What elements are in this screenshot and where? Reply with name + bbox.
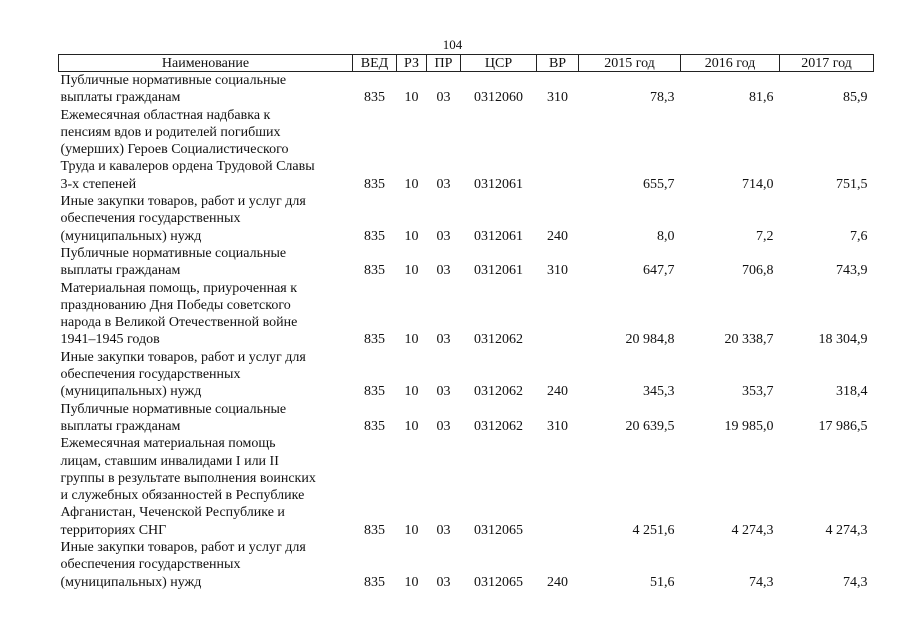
cell-name-line: Иные закупки товаров, работ и услуг для — [60, 194, 306, 210]
cell-csr: 0312062 — [474, 332, 523, 348]
cell-name-line: 3-х степеней — [60, 176, 137, 192]
cell-pr: 03 — [436, 228, 451, 244]
cell-name-line: выплаты гражданам — [60, 263, 181, 279]
cell-vr: 310 — [547, 418, 568, 434]
cell-2016: 19 985,0 — [724, 418, 774, 434]
cell-2016: 74,3 — [749, 574, 774, 590]
cell-pr: 03 — [436, 263, 451, 279]
table-row — [59, 539, 874, 591]
header-name: Наименование — [59, 55, 353, 72]
cell-pr: 03 — [436, 384, 451, 400]
table-row — [59, 435, 874, 539]
cell-pr: 03 — [436, 418, 451, 434]
header-2015: 2015 год — [579, 55, 681, 72]
cell-name-line: (умерших) Героев Социалистического — [60, 142, 289, 158]
table-row — [59, 245, 874, 280]
cell-rz: 10 — [404, 332, 419, 348]
cell-2015: 20 984,8 — [625, 332, 675, 348]
cell-name-line: (муниципальных) нужд — [60, 574, 202, 590]
cell-name-line: и служебных обязанностей в Республике — [60, 488, 305, 504]
table-header-row — [59, 55, 874, 72]
cell-csr: 0312062 — [474, 418, 523, 434]
cell-name-line: Ежемесячная материальная помощь — [60, 436, 276, 452]
cell-name-line: Публичные нормативные социальные — [60, 73, 287, 88]
cell-ved: 835 — [364, 574, 385, 590]
cell-rz: 10 — [404, 263, 419, 279]
cell-vr: 310 — [547, 90, 568, 106]
cell-name — [59, 435, 353, 539]
cell-name-line: пенсиям вдов и родителей погибших — [60, 124, 281, 140]
cell-ved: 835 — [364, 522, 385, 538]
cell-vr: 240 — [547, 228, 568, 244]
table-row — [59, 107, 874, 193]
cell-name-line: Материальная помощь, приуроченная к — [60, 280, 298, 296]
cell-2017: 74,3 — [843, 574, 868, 590]
cell-rz: 10 — [404, 574, 419, 590]
cell-name — [59, 193, 353, 245]
page-number: 104 — [442, 37, 463, 52]
cell-vr — [537, 280, 579, 349]
table-row — [59, 193, 874, 245]
table-row — [59, 401, 874, 436]
cell-name-line: народа в Великой Отечественной войне — [60, 315, 298, 331]
cell-name-line: лицам, ставшим инвалидами I или II — [60, 453, 279, 469]
cell-name-line: Иные закупки товаров, работ и услуг для — [60, 540, 306, 556]
cell-vr: 240 — [547, 384, 568, 400]
cell-2015: 78,3 — [650, 90, 675, 106]
header-pr: ПР — [427, 55, 461, 72]
cell-2015: 655,7 — [643, 176, 675, 192]
table-body — [59, 72, 874, 591]
cell-csr: 0312061 — [474, 263, 523, 279]
cell-name-line: группы в результате выполнения воинских — [60, 470, 316, 486]
header-ved: ВЕД — [353, 55, 397, 72]
cell-name-line: выплаты гражданам — [60, 418, 181, 434]
cell-2016: 706,8 — [742, 263, 774, 279]
cell-vr — [537, 107, 579, 193]
table-row — [59, 72, 874, 107]
cell-rz: 10 — [404, 522, 419, 538]
cell-name — [59, 539, 353, 591]
cell-2017: 7,6 — [850, 228, 868, 244]
cell-pr: 03 — [436, 90, 451, 106]
cell-2015: 20 639,5 — [625, 418, 675, 434]
cell-2016: 7,2 — [756, 228, 774, 244]
cell-2017: 751,5 — [836, 176, 868, 192]
cell-2017: 85,9 — [843, 90, 868, 106]
cell-name — [59, 349, 353, 401]
cell-rz: 10 — [404, 228, 419, 244]
cell-name-line: (муниципальных) нужд — [60, 384, 202, 400]
cell-2015: 51,6 — [650, 574, 675, 590]
cell-ved: 835 — [364, 263, 385, 279]
budget-table — [58, 54, 874, 591]
table-row — [59, 349, 874, 401]
header-2017: 2017 год — [780, 55, 874, 72]
cell-2016: 4 274,3 — [731, 522, 774, 538]
cell-ved: 835 — [364, 228, 385, 244]
cell-name — [59, 280, 353, 349]
cell-2016: 81,6 — [749, 90, 774, 106]
cell-name — [59, 72, 353, 107]
cell-pr: 03 — [436, 574, 451, 590]
cell-name — [59, 401, 353, 436]
cell-2016: 353,7 — [742, 384, 774, 400]
cell-name — [59, 245, 353, 280]
cell-2017: 18 304,9 — [818, 332, 868, 348]
cell-2015: 647,7 — [643, 263, 675, 279]
cell-rz: 10 — [404, 176, 419, 192]
cell-name-line: (муниципальных) нужд — [60, 228, 202, 244]
cell-ved: 835 — [364, 418, 385, 434]
cell-name-line: Труда и кавалеров ордена Трудовой Славы — [60, 159, 315, 175]
cell-rz: 10 — [404, 90, 419, 106]
cell-pr: 03 — [436, 176, 451, 192]
cell-2015: 345,3 — [643, 384, 675, 400]
cell-name-line: Афганистан, Чеченской Республике и — [60, 505, 285, 521]
cell-name-line: Публичные нормативные социальные — [60, 401, 287, 417]
cell-vr: 310 — [547, 263, 568, 279]
cell-name-line: территориях СНГ — [60, 522, 167, 538]
cell-pr: 03 — [436, 332, 451, 348]
cell-name-line: выплаты гражданам — [60, 90, 181, 106]
cell-name-line: Ежемесячная областная надбавка к — [60, 107, 271, 123]
cell-name-line: обеспечения государственных — [60, 211, 241, 227]
table-row — [59, 280, 874, 349]
cell-name — [59, 107, 353, 193]
cell-2015: 4 251,6 — [632, 522, 675, 538]
cell-name-line: Публичные нормативные социальные — [60, 245, 287, 261]
cell-csr: 0312062 — [474, 384, 523, 400]
cell-name-line: обеспечения государственных — [60, 367, 241, 383]
cell-rz: 10 — [404, 384, 419, 400]
cell-name-line: 1941–1945 годов — [60, 332, 160, 348]
cell-name-line: обеспечения государственных — [60, 557, 241, 573]
header-2016: 2016 год — [681, 55, 780, 72]
cell-vr: 240 — [547, 574, 568, 590]
cell-csr: 0312065 — [474, 522, 523, 538]
cell-2017: 318,4 — [836, 384, 868, 400]
cell-rz: 10 — [404, 418, 419, 434]
cell-2015: 8,0 — [657, 228, 675, 244]
cell-name-line: Иные закупки товаров, работ и услуг для — [60, 349, 306, 365]
cell-csr: 0312060 — [474, 90, 523, 106]
cell-2016: 714,0 — [742, 176, 774, 192]
header-vr: ВР — [537, 55, 579, 72]
cell-name-line: празднованию Дня Победы советского — [60, 297, 291, 313]
header-rz: РЗ — [397, 55, 427, 72]
cell-csr: 0312065 — [474, 574, 523, 590]
cell-ved: 835 — [364, 176, 385, 192]
cell-ved: 835 — [364, 332, 385, 348]
cell-csr: 0312061 — [474, 228, 523, 244]
cell-vr — [537, 435, 579, 539]
cell-2017: 17 986,5 — [818, 418, 868, 434]
cell-pr: 03 — [436, 522, 451, 538]
cell-ved: 835 — [364, 384, 385, 400]
cell-2016: 20 338,7 — [724, 332, 774, 348]
cell-ved: 835 — [364, 90, 385, 106]
cell-csr: 0312061 — [474, 176, 523, 192]
header-csr: ЦСР — [461, 55, 537, 72]
cell-2017: 4 274,3 — [825, 522, 868, 538]
cell-2017: 743,9 — [836, 263, 868, 279]
